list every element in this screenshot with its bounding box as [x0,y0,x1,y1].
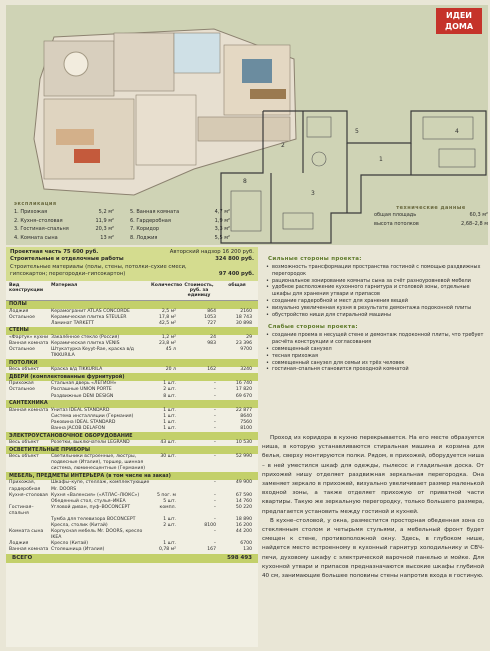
summary-materials-value: 97 400 руб. [218,271,254,278]
strength-item: • возможность трансформации пространства гостиной с помощью раздвижных перегородок [262,264,484,278]
cost-table [6,247,258,647]
magazine-logo [436,8,482,34]
table-header: Вид конструкции Материал Количество Стоимость, руб. за единицу общая [6,281,258,301]
weakness-item: • тесная прихожая [262,353,484,360]
table-row: Кресла, столик (Китай) 2 шт. 8100 16 200 [51,523,252,529]
table-row: Раковина IDEAL STANDARD 1 шт. – 7560 [51,419,252,425]
table-row: Обеденный стол, стулья–ИКЕА 5 шт. – 14 760 [51,498,252,504]
legend-item: 1. Прихожая 5,2 м² [14,209,114,215]
strength-item: • обустройство ниши для стиральной машины [262,312,484,319]
table-row: «Фартук» кухни Закалённое стекло (Россия) 1,2 м² 24 29 [9,334,252,340]
legend-right-column [130,208,230,242]
strength-item: • визуально увеличенная кухня в результате демонтажа подоконной плиты [262,305,484,312]
total-label: ВСЕГО [12,554,33,561]
svg-text:8: 8 [243,178,247,185]
table-row: Лоджия Керамогранит ATLAS CONCORDE 2,5 м² 864 2160 [9,308,252,314]
plan-panel [6,5,488,245]
logo-line-1: ИДЕИ [446,11,472,20]
table-row: Лоджия Кресло (Китай) 1 шт. – 6700 [9,541,252,547]
table-row: Система инсталляции (Германия) 1 шт. – 8640 [51,413,252,419]
total-value: 598 493 [227,554,252,561]
table-row: Весь объект Розетки, выключатели LEGRAND 43 шт. – 10 530 [9,440,252,446]
summary-design: Проектная часть 75 600 руб. [10,249,99,255]
tech-row: высота потолков 2,68–2,8 м [374,221,488,227]
table-row: Остальное Штукатурка Keyyt-Rae, краска в/д TIKKURILA 45 л 9700 [9,347,252,359]
legend-left-column [14,208,114,242]
table-row: Весь объект Краска в/д TIKKURILA 20 л 162 3240 [9,367,252,373]
article-paragraph-2: В кухне–столовой, у окна, разместится просторная обеденная зона со стеклянным столом и четырьмя стульями, а мебельный фронт будет смещен к стене, противоположной окну. Здесь, в глубоком нише, найдется место встроенному в кухонный гарнитур холодильнику и СВЧ-печи, духовому шкафу с электрической варочной панелью и мойке. Для кухонной утвари и припасов предназначаются высокие шкафы глубиной 40 см, занимающие большее половины стены напротив входа в гостиную. [262,517,484,580]
svg-text:4: 4 [455,128,459,135]
legend-item: 6. Гардеробная 1,9 м² [130,217,230,224]
table-section-header: ОСВЕТИТЕЛЬНЫЕ ПРИБОРЫ [6,446,258,454]
summary-materials-label: Строительные материалы (полы, стены, потолки–сухие смеси, гипсокартон; перегородки–гипсокартон) [10,263,187,278]
summary-works-label: Строительные и отделочные работы [10,256,124,263]
weakness-item: • совмещенный санузел для семьи из трёх человек [262,360,484,367]
table-row: Ванна JACOB DELAFON 1 шт. – 8100 [51,425,252,431]
article-text [262,434,484,646]
table-row: Раздвижные DENI DESIGN 8 шт. – 69 670 [51,393,252,399]
strength-item: • создание гардеробной и мест для хранения вещей [262,298,484,305]
legend-item: 5. Ванная комната 4,7 м² [130,209,230,215]
tech-title: технические данные [396,205,466,211]
table-row: Ламинат TARKETT 42,5 м² 727 30 898 [51,320,252,326]
table-section-header: САНТЕХНИКА [6,400,258,408]
summary-supervision: Авторский надзор 16 200 руб. [169,249,254,255]
table-row: Остальное Керамическая плитка STEULER 17,8 м² 1053 18 743 [9,314,252,320]
project-assessment [262,254,484,404]
table-row: Ванная комната Унитаз IDEAL STANDARD 1 шт. – 22 877 [9,407,252,413]
table-row: Комната сына Корпусная мебель Mr. DOORS, кресло IKEA – 44 200 [9,529,252,541]
weakness-item: • создание проема в несущей стене и демонтаж подоконной плиты, что требует расчёта конструкции и согласования [262,332,484,346]
table-body [6,301,258,554]
weakness-item: • гостиная–спальня становится проходной комнатой [262,366,484,373]
table-row: Прихожая Стальная дверь «ЛЕГИОН» 1 шт. – 16 740 [9,381,252,387]
table-row: Ванная комната Керамическая плитка VENIS 23,8 м² 983 23 396 [9,341,252,346]
legend-item: 2. Кухня–столовая 11,9 м² [14,217,114,224]
svg-text:2: 2 [281,142,285,149]
table-section-header: ПОЛЫ [6,301,258,309]
svg-text:1: 1 [379,156,383,163]
table-section-header: ПОТОЛКИ [6,359,258,367]
strength-item: • удобное расположение кухонного гарнитура и столовой зоны, отдельные шкафы для хранения утвари и припасов [262,284,484,298]
table-row: Гостиная–спальня Угловой диван, пуф–BOCONCEPT компл. – 50 220 [9,504,252,516]
legend-item: 3. Гостиная–спальня 20,3 м² [14,226,114,232]
weaknesses-title: Слабые стороны проекта: [268,324,358,331]
table-section-header: ЭЛЕКТРОУСТАНОВОЧНОЕ ОБОРУДОВАНИЕ [6,432,258,440]
svg-text:3: 3 [311,190,315,197]
table-total [6,554,258,563]
tech-row: общая площадь 60,3 м² [374,212,488,218]
legend-title: экспликация [14,201,57,207]
table-row: Прихожая, гардеробная Шкафы–купе, стеллаж, комплектующие Mr. DOORS – 49 900 [9,480,252,492]
table-row: Остальное Распашные UNION PORTE 2 шт. – 17 820 [9,387,252,393]
legend-item: 4. Комната сына 13 м² [14,234,114,241]
strengths-title: Сильные стороны проекта: [268,256,362,262]
svg-text:5: 5 [355,128,359,135]
table-section-header: СТЕНЫ [6,327,258,335]
logo-line-2: ДОМА [444,22,474,31]
table-row: Весь объект Светильники встроенные, люстры, подвесные (Италия), торшер, шинная система, люминесцентные (Германия) 30 шт. – 52 990 [9,454,252,472]
cost-summary [6,247,258,281]
technical-data [374,205,488,229]
legend [14,201,230,242]
table-section-header: ДВЕРИ (комплектованные фурнитурой) [6,373,258,381]
strengths-list [262,264,484,318]
table-row: Ванная комната Столешница (Италия) 0,78 м² 167 130 [9,547,252,553]
strength-item: • рациональное зонирование комнаты сына за счёт разноуровневой мебели [262,278,484,285]
table-row: Кухня–столовая Кухня «Валенсия» («АТЛАС–ЛЮКС») 5 пог. м – 67 590 [9,492,252,498]
article-paragraph-1: Проход из коридора в кухню перекрывается. На его месте образуется ниша, в которую устанавливаются стиральная машина и корзина для белья, сверху монтируются полки. Рядом, в прихожей, оборудуется ниша – в ней уместился шкаф для одежды, пылесос и гладильная доска. От прихожей нишу отделяет раздвижная зеркальная перегородка. Она заменяет зеркало в прихожей, визуально увеличивает размер маленькой входной зоны, а также отделяет прихожую от приватной части квартиры. Такую же зеркальную перегородку, только большего размера, предлагается установить между гостиной и кухней. [262,435,484,515]
summary-works-value: 324 800 руб. [215,256,254,263]
table-section-header: МЕБЕЛЬ, ПРЕДМЕТЫ ИНТЕРЬЕРА (в том числе на заказ) [6,472,258,480]
table-row: Тумба для телевизора BOCONCEPT 1 шт. – 18 890 [51,516,252,522]
weakness-item: • совмещенный санузел [262,346,484,353]
legend-item: 8. Лоджия 5,5 м² [130,234,230,241]
weaknesses-list [262,332,484,373]
legend-item: 7. Коридор 3,3 м² [130,226,230,232]
